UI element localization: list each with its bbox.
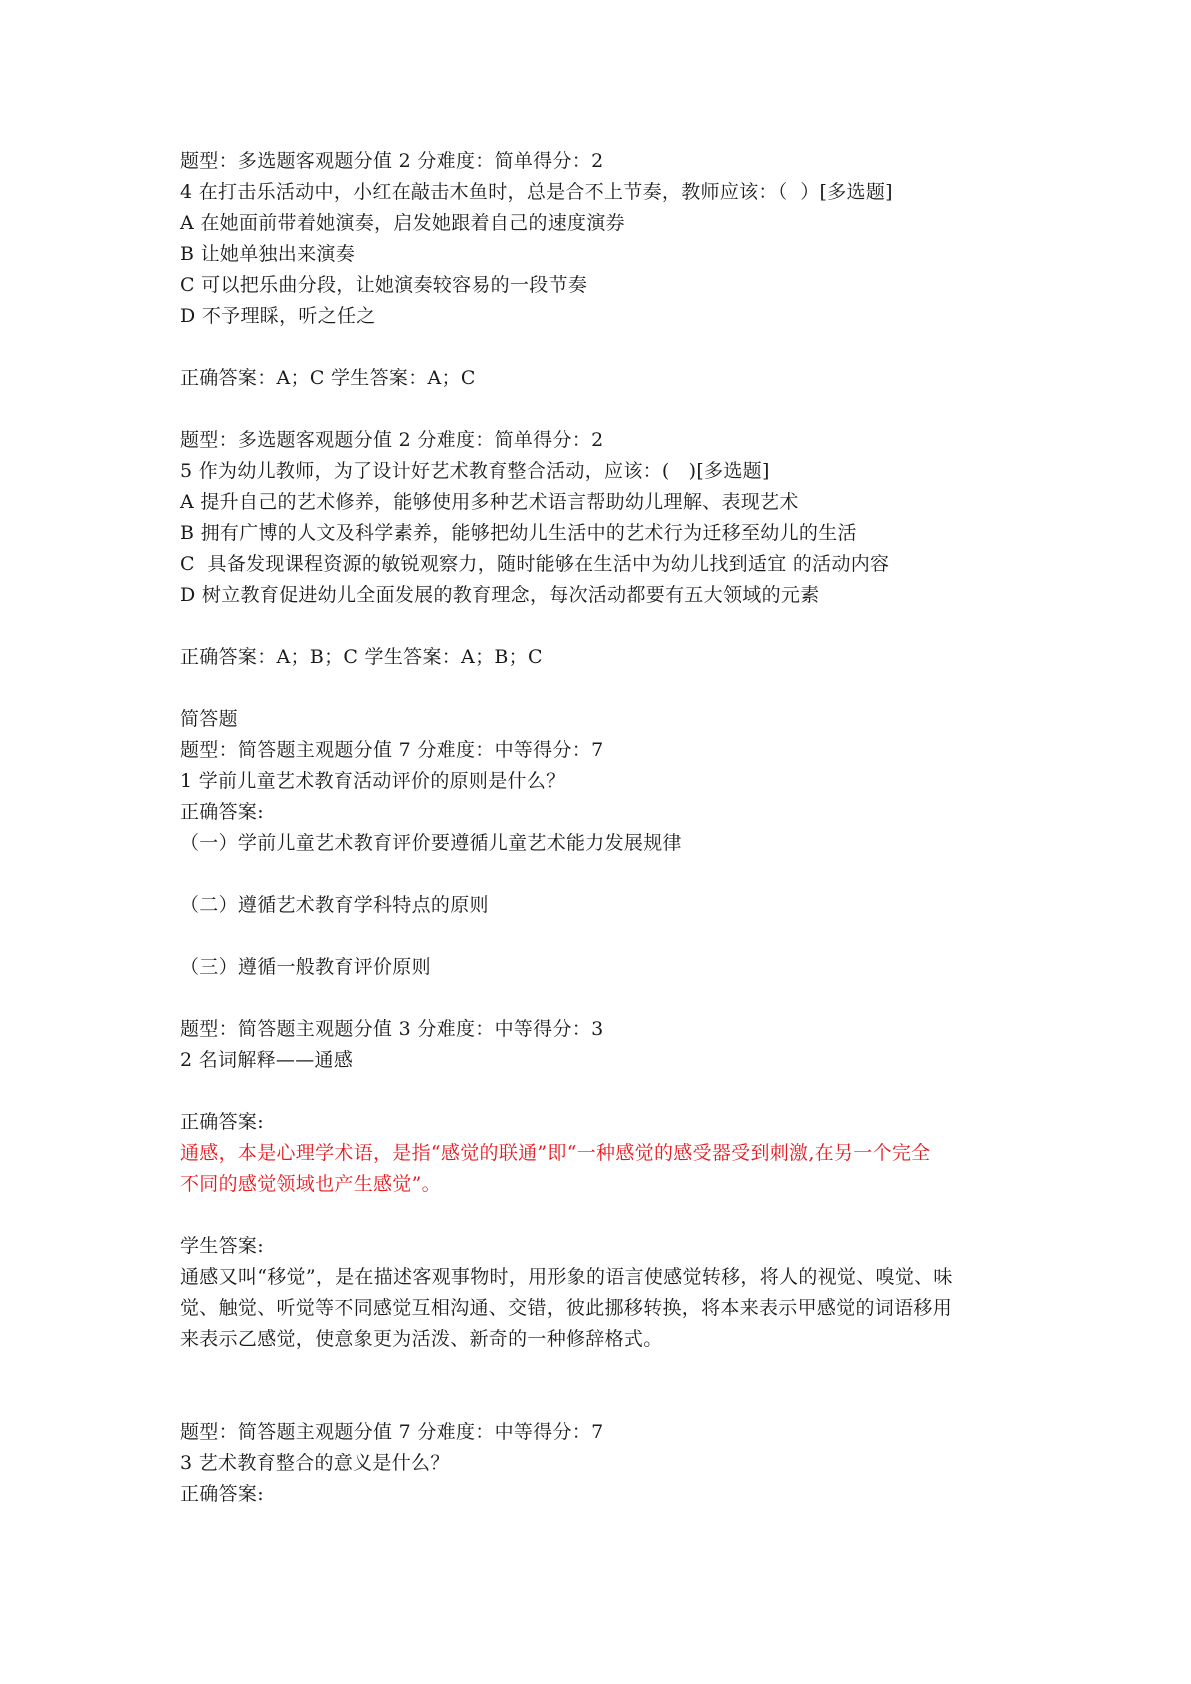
q5-meta: 题型：多选题客观题分值 2 分难度：简单得分：2	[180, 429, 604, 451]
s2-correct-line-1: 通感，本是心理学术语，是指“感觉的联通”即“一种感觉的感受器受到刺激,在另一个完全	[180, 1142, 931, 1164]
q5-option-c: C 具备发现课程资源的敏锐观察力，随时能够在生活中为幼儿找到适宜 的活动内容	[180, 553, 890, 575]
s2-correct-line-2: 不同的感觉领域也产生感觉”。	[180, 1173, 441, 1195]
s3-stem: 3 艺术教育整合的意义是什么？	[180, 1452, 450, 1474]
s2-meta: 题型：简答题主观题分值 3 分难度：中等得分：3	[180, 1018, 604, 1040]
s2-student-label: 学生答案:	[180, 1235, 264, 1257]
q4-option-b: B 让她单独出来演奏	[180, 243, 356, 265]
q4-option-c: C 可以把乐曲分段，让她演奏较容易的一段节奏	[180, 274, 588, 296]
q5-stem: 5 作为幼儿教师，为了设计好艺术教育整合活动，应该：( )[多选题]	[180, 460, 770, 482]
s3-correct-label: 正确答案:	[180, 1483, 264, 1505]
q4-option-d: D 不予理睬，听之任之	[180, 305, 376, 327]
s1-stem: 1 学前儿童艺术教育活动评价的原则是什么？	[180, 770, 566, 792]
s1-point-3: （三）遵循一般教育评价原则	[180, 956, 431, 978]
q5-option-a: A 提升自己的艺术修养，能够使用多种艺术语言帮助幼儿理解、表现艺术	[180, 491, 799, 513]
s2-correct-label: 正确答案:	[180, 1111, 264, 1133]
s1-meta: 题型：简答题主观题分值 7 分难度：中等得分：7	[180, 739, 604, 761]
q4-meta: 题型：多选题客观题分值 2 分难度：简单得分：2	[180, 150, 604, 172]
q4-stem: 4 在打击乐活动中，小红在敲击木鱼时，总是合不上节奏，教师应该：（ ）[多选题]	[180, 181, 893, 203]
q5-option-d: D 树立教育促进幼儿全面发展的教育理念，每次活动都要有五大领域的元素	[180, 584, 820, 606]
s2-student-line-2: 觉、触觉、听觉等不同感觉互相沟通、交错，彼此挪移转换，将本来表示甲感觉的词语移用	[180, 1297, 953, 1319]
s2-student-line-1: 通感又叫“移觉”，是在描述客观事物时，用形象的语言使感觉转移，将人的视觉、嗅觉、味	[180, 1266, 953, 1288]
s1-point-1: （一）学前儿童艺术教育评价要遵循儿童艺术能力发展规律	[180, 832, 682, 854]
q5-option-b: B 拥有广博的人文及科学素养，能够把幼儿生活中的艺术行为迁移至幼儿的生活	[180, 522, 857, 544]
q4-answer: 正确答案：A；C 学生答案：A；C	[180, 367, 476, 389]
section-title: 简答题	[180, 708, 238, 730]
q5-answer: 正确答案：A；B；C 学生答案：A；B；C	[180, 646, 543, 668]
q4-option-a: A 在她面前带着她演奏，启发她跟着自己的速度演券	[180, 212, 625, 234]
s2-stem: 2 名词解释——通感	[180, 1049, 354, 1071]
s1-correct-label: 正确答案:	[180, 801, 264, 823]
document-page	[180, 146, 1080, 1510]
s2-student-line-3: 来表示乙感觉，使意象更为活泼、新奇的一种修辞格式。	[180, 1328, 663, 1350]
s3-meta: 题型：简答题主观题分值 7 分难度：中等得分：7	[180, 1421, 604, 1443]
s1-point-2: （二）遵循艺术教育学科特点的原则	[180, 894, 489, 916]
